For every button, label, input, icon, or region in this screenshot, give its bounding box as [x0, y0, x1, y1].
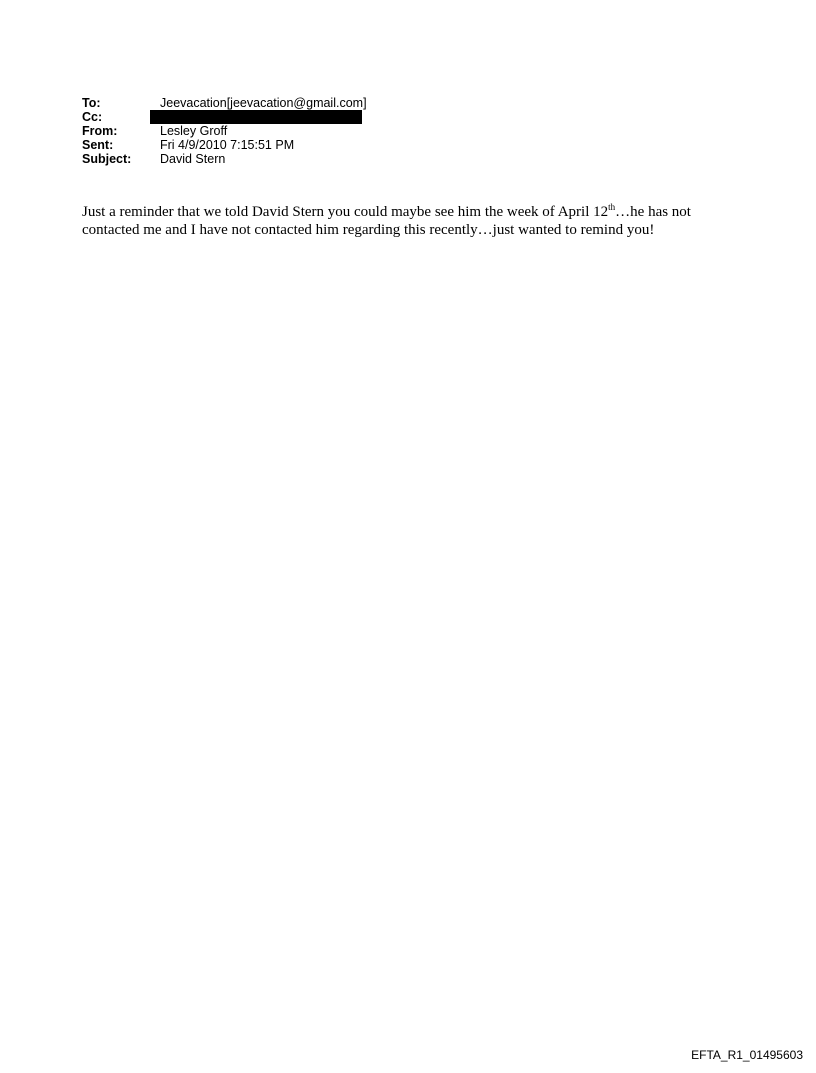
subject-row [82, 152, 367, 166]
sent-value: Fri 4/9/2010 7:15:51 PM [160, 138, 295, 152]
redaction-box [150, 110, 362, 124]
from-value: Lesley Groff [160, 124, 228, 138]
document-id: EFTA_R1_01495603 [691, 1048, 803, 1062]
body-superscript: th [608, 202, 616, 212]
from-label: From: [82, 124, 118, 138]
from-row [82, 124, 367, 138]
sent-label: Sent: [82, 138, 114, 152]
subject-label: Subject: [82, 152, 132, 166]
email-header [82, 96, 367, 166]
email-body [82, 203, 732, 239]
to-row [82, 96, 367, 110]
body-text-part1: Just a reminder that we told David Stern you could maybe see him the week of April 12 [82, 204, 609, 220]
cc-row [82, 110, 367, 124]
to-value: Jeevacation[jeevacation@gmail.com] [160, 96, 367, 110]
body-text-part2: …he has not contacted me and I have not contacted him regarding this recently…just wanted to remind you! [82, 204, 691, 238]
cc-label: Cc: [82, 110, 103, 124]
to-label: To: [82, 96, 101, 110]
subject-value: David Stern [160, 152, 226, 166]
sent-row [82, 138, 367, 152]
